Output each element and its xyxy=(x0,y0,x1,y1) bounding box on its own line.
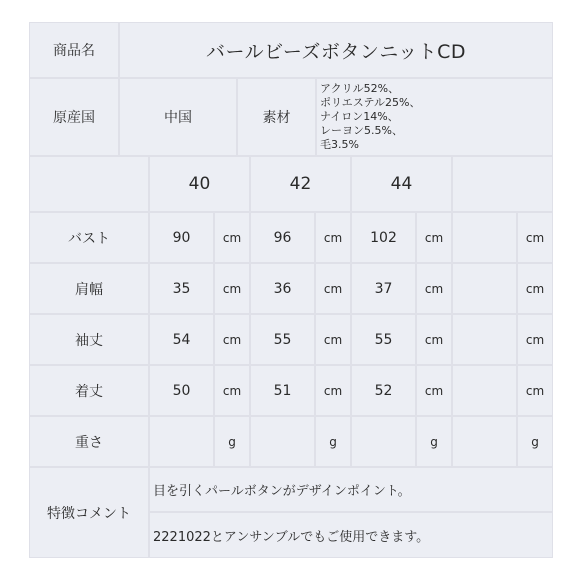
material-label: 素材 xyxy=(238,79,315,155)
unit-cm: cm xyxy=(316,366,350,415)
origin-value: 中国 xyxy=(120,79,236,155)
shoulder-42: 36 xyxy=(251,264,314,313)
weight-40 xyxy=(150,417,213,466)
material-line: ナイロン14%、 xyxy=(320,110,399,123)
shoulder-44: 37 xyxy=(352,264,415,313)
unit-cm: cm xyxy=(518,366,552,415)
shoulder-40: 35 xyxy=(150,264,213,313)
unit-cm: cm xyxy=(215,264,249,313)
weight-extra xyxy=(453,417,516,466)
unit-g: g xyxy=(417,417,451,466)
row-label-bust: バスト xyxy=(30,213,148,262)
unit-cm: cm xyxy=(417,213,451,262)
unit-cm: cm xyxy=(316,264,350,313)
weight-44 xyxy=(352,417,415,466)
features-label: 特徴コメント xyxy=(30,468,148,557)
row-label-length: 着丈 xyxy=(30,366,148,415)
size-42: 42 xyxy=(251,157,350,211)
shoulder-extra xyxy=(453,264,516,313)
length-40: 50 xyxy=(150,366,213,415)
bust-42: 96 xyxy=(251,213,314,262)
row-label-shoulder: 肩幅 xyxy=(30,264,148,313)
size-extra xyxy=(453,157,552,211)
unit-cm: cm xyxy=(215,213,249,262)
sleeve-extra xyxy=(453,315,516,364)
origin-label: 原産国 xyxy=(30,79,118,155)
unit-cm: cm xyxy=(417,315,451,364)
material-line: レーヨン5.5%、 xyxy=(320,124,403,137)
bust-extra xyxy=(453,213,516,262)
unit-g: g xyxy=(316,417,350,466)
unit-g: g xyxy=(215,417,249,466)
size-44: 44 xyxy=(352,157,451,211)
sleeve-40: 54 xyxy=(150,315,213,364)
bust-44: 102 xyxy=(352,213,415,262)
unit-cm: cm xyxy=(518,264,552,313)
features-comment-1: 目を引くパールボタンがデザインポイント。 xyxy=(150,468,552,511)
unit-g: g xyxy=(518,417,552,466)
unit-cm: cm xyxy=(215,315,249,364)
size-header-blank xyxy=(30,157,148,211)
material-line: ポリエステル25%、 xyxy=(320,96,421,109)
row-label-sleeve: 袖丈 xyxy=(30,315,148,364)
row-label-weight: 重さ xyxy=(30,417,148,466)
bust-40: 90 xyxy=(150,213,213,262)
length-42: 51 xyxy=(251,366,314,415)
sleeve-44: 55 xyxy=(352,315,415,364)
unit-cm: cm xyxy=(215,366,249,415)
spec-table xyxy=(29,22,553,558)
unit-cm: cm xyxy=(417,366,451,415)
size-40: 40 xyxy=(150,157,249,211)
unit-cm: cm xyxy=(417,264,451,313)
length-44: 52 xyxy=(352,366,415,415)
material-line: アクリル52%、 xyxy=(320,82,400,95)
weight-42 xyxy=(251,417,314,466)
product-name: バールビーズボタンニットCD xyxy=(120,23,552,77)
unit-cm: cm xyxy=(518,315,552,364)
unit-cm: cm xyxy=(518,213,552,262)
material-line: 毛3.5% xyxy=(320,138,359,151)
material-value xyxy=(317,79,552,155)
features-comment-2: 2221022とアンサンブルでもご使用できます。 xyxy=(150,513,552,557)
product-label: 商品名 xyxy=(30,23,118,77)
length-extra xyxy=(453,366,516,415)
unit-cm: cm xyxy=(316,315,350,364)
sleeve-42: 55 xyxy=(251,315,314,364)
unit-cm: cm xyxy=(316,213,350,262)
